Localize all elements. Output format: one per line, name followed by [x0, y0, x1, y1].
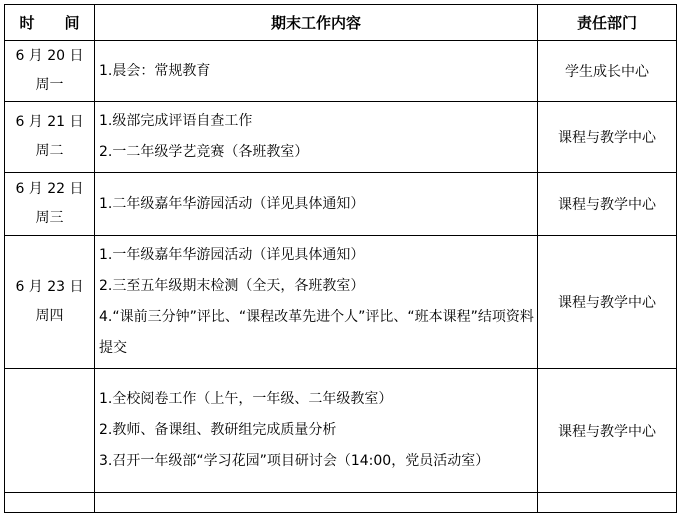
- time-cell: [5, 41, 95, 102]
- content-cell: [95, 173, 538, 236]
- header-time: 时 间: [5, 5, 95, 41]
- work-item: 1.晨会：常规教育: [99, 62, 211, 79]
- table-row: [5, 41, 677, 102]
- header-content: 期末工作内容: [95, 5, 538, 41]
- date-text: 6 月 20 日: [15, 48, 84, 64]
- content-cell: [95, 102, 538, 173]
- dept-cell: 课程与教学中心: [538, 173, 677, 236]
- weekday-text: 周一: [35, 77, 64, 93]
- weekday-text: 周三: [35, 210, 64, 226]
- header-row: [5, 5, 677, 41]
- table-row: [5, 173, 677, 236]
- dept-cell: [538, 493, 677, 513]
- table-row: [5, 236, 677, 369]
- dept-cell: 学生成长中心: [538, 41, 677, 102]
- content-cell: [95, 41, 538, 102]
- work-item: 3.召开一年级部“学习花园”项目研讨会（14:00，党员活动室）: [99, 453, 490, 469]
- work-item: 4.“课前三分钟”评比、“课程改革先进个人”评比、“班本课程”结项资料提交: [99, 309, 534, 356]
- time-cell: [5, 493, 95, 513]
- time-cell: [5, 173, 95, 236]
- header-dept: 责任部门: [538, 5, 677, 41]
- date-text: 6 月 23 日: [15, 279, 84, 295]
- date-text: 6 月 22 日: [15, 181, 84, 197]
- table-row: [5, 102, 677, 173]
- content-cell: [95, 369, 538, 493]
- dept-cell: 课程与教学中心: [538, 369, 677, 493]
- work-item: 1.全校阅卷工作（上午，一年级、二年级教室）: [99, 391, 393, 407]
- work-item: 1.一年级嘉年华游园活动（详见具体通知）: [99, 247, 365, 263]
- table-row: [5, 369, 677, 493]
- work-item: 2.三至五年级期末检测（全天，各班教室）: [99, 278, 365, 294]
- dept-cell: 课程与教学中心: [538, 236, 677, 369]
- time-cell: [5, 369, 95, 493]
- content-cell: [95, 493, 538, 513]
- table-row: [5, 493, 677, 513]
- work-item: 1.二年级嘉年华游园活动（详见具体通知）: [99, 195, 365, 212]
- date-text: 6 月 21 日: [15, 114, 84, 130]
- work-item: 1.级部完成评语自查工作: [99, 113, 253, 129]
- time-cell: [5, 102, 95, 173]
- time-cell: [5, 236, 95, 369]
- content-cell: [95, 236, 538, 369]
- work-item: 2.教师、备课组、教研组完成质量分析: [99, 422, 337, 438]
- weekday-text: 周二: [35, 143, 64, 159]
- work-item: 2.一二年级学艺竞赛（各班教室）: [99, 144, 309, 160]
- weekday-text: 周四: [35, 308, 64, 324]
- dept-cell: 课程与教学中心: [538, 102, 677, 173]
- schedule-table: [4, 4, 677, 513]
